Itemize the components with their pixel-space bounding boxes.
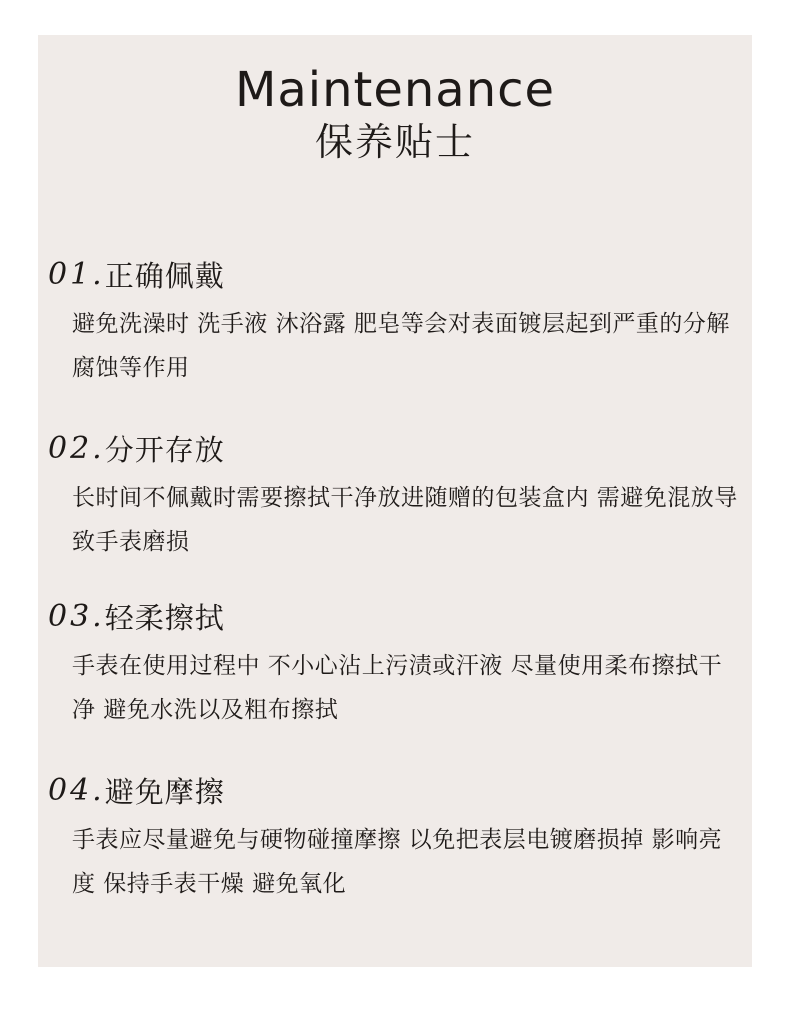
section-number: 01. [48, 256, 105, 292]
section-title: 正确佩戴 [104, 258, 225, 293]
section-heading [48, 766, 748, 814]
section-body: 长时间不佩戴时需要擦拭干净放进随赠的包装盒内 需避免混放导致手表磨损 [72, 485, 738, 555]
section-title: 轻柔擦拭 [104, 600, 225, 635]
section-number: 03. [48, 598, 105, 634]
section-title: 避免摩擦 [104, 774, 225, 809]
section-avoid-friction [48, 766, 748, 906]
section-title: 分开存放 [104, 432, 225, 467]
section-store-separately [48, 424, 748, 564]
section-body: 手表在使用过程中 不小心沾上污渍或汗液 尽量使用柔布擦拭干净 避免水洗以及粗布擦拭 [72, 653, 723, 723]
section-heading [48, 250, 748, 298]
section-body: 手表应尽量避免与硬物碰撞摩擦 以免把表层电镀磨损掉 影响亮度 保持手表干燥 避免氧化 [72, 827, 723, 897]
page-title-chinese: 保养贴士 [314, 120, 475, 164]
section-wear-correctly [48, 250, 748, 390]
section-body: 避免洗澡时 洗手液 沐浴露 肥皂等会对表面镀层起到严重的分解 腐蚀等作用 [72, 311, 730, 381]
section-heading [48, 424, 748, 472]
section-gentle-wipe [48, 592, 748, 732]
page-title-english: Maintenance [234, 62, 556, 118]
section-number: 04. [48, 772, 105, 808]
section-heading [48, 592, 748, 640]
section-number: 02. [48, 430, 105, 466]
